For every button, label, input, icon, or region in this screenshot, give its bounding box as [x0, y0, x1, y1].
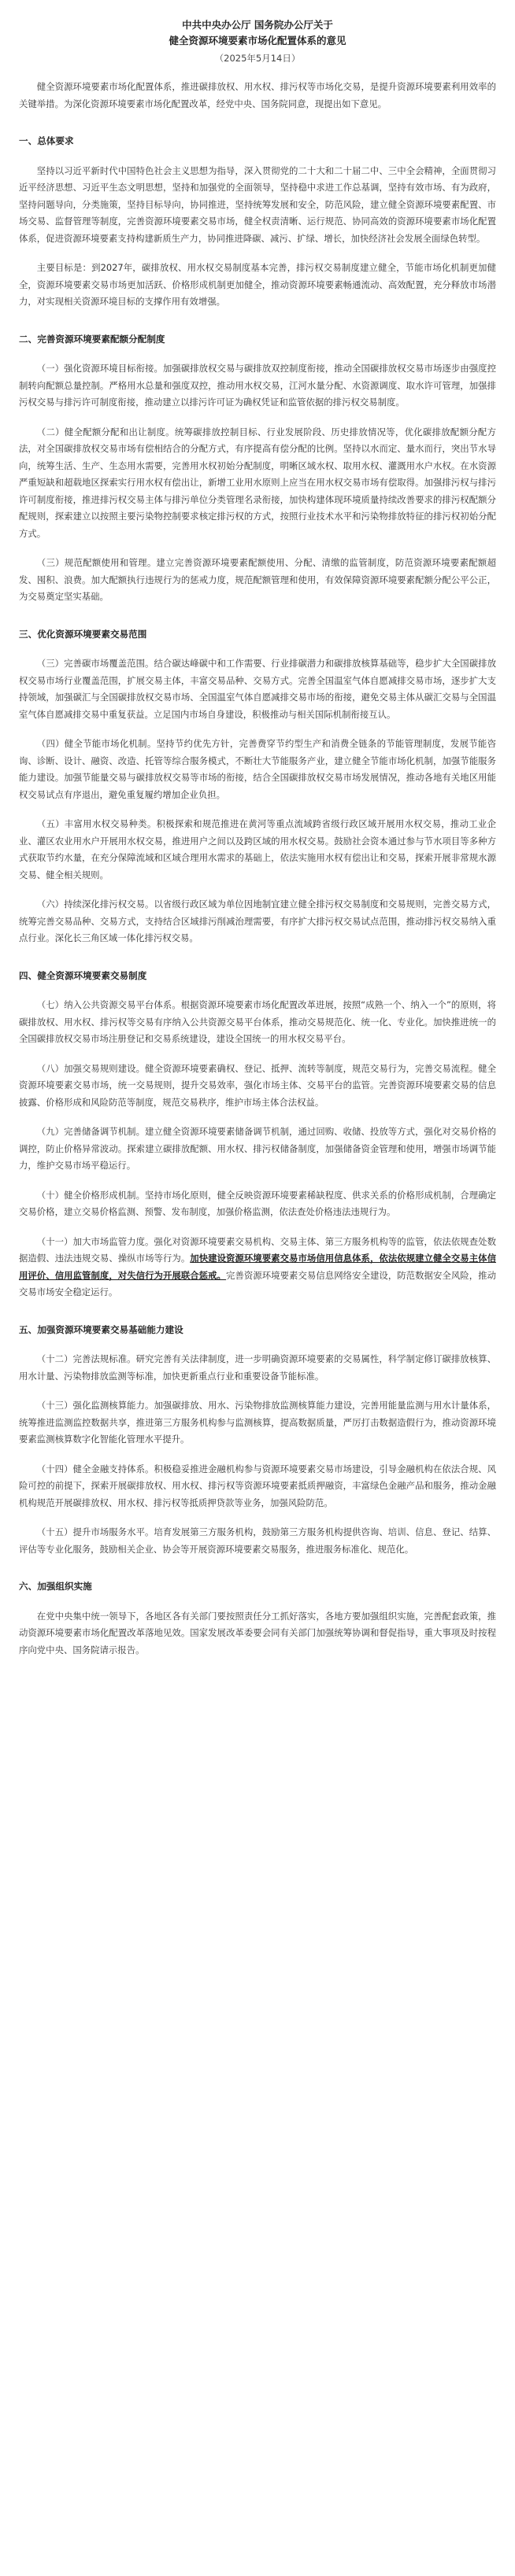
intro-paragraph: 健全资源环境要素市场化配置体系，推进碳排放权、用水权、排污权等市场化交易，是提升资源环境要素利用效率的关键举措。为深化资源环境要素市场化配置改革，经党中央、国务院同意，现提出如下意见。 [19, 81, 496, 109]
section-heading-6: 六、加强组织实施 [19, 1581, 92, 1592]
article-title [19, 17, 496, 49]
article-date: （2025年5月14日） [214, 53, 301, 64]
section-4-paragraph-3: （九）完善储备调节机制。建立健全资源环境要素储备调节机制，通过回购、收储、投放等方式，强化对交易价格的调控，防止价格异常波动。探索建立碳排放配额、用水权、排污权储备制度，加强储备资金管理和使用，增强市场调节能力，维护交易市场平稳运行。 [19, 1126, 496, 1171]
section-5-paragraph-1: （十二）完善法规标准。研究完善有关法律制度，进一步明确资源环境要素的交易属性，科学制定修订碳排放核算、用水计量、污染物排放监测等标准，加快更新重点行业和重要设备节能标准。 [19, 1353, 496, 1382]
section-4-paragraph-1: （七）纳入公共资源交易平台体系。根据资源环境要素市场化配置改革进展，按照“成熟一个、纳入一个”的原则，将碳排放权、用水权、排污权等交易有序纳入公共资源交易平台体系，推动交易规范化、统一化、专业化。加快推进统一的全国碳排放权交易市场注册登记和交易系统建设，建设全国统一的用水权交易平台。 [19, 999, 496, 1044]
para-11-tail: 完善资源环境要素交易信息网络安全建设，防范数据安全风险，推动交易市场安全稳定运行。 [19, 1269, 496, 1297]
section-3-paragraph-2: （四）健全节能市场化机制。坚持节约优先方针，完善费穿节约型生产和消费全链条的节能管理制度，发展节能咨询、诊断、设计、融资、改造、托管等综合服务模式，不断壮大节能服务产业，建立健全节能市场化机制，加强节能服务能力建设。加强节能量交易与碳排放权交易等市场的衔接，结合全国碳排放权交易市场发展情况，推动各地有关地区用能权交易试点有序退出，避免重复履约增加企业负担。 [19, 738, 496, 800]
section-4-paragraph-2: （八）加强交易规则建设。健全资源环境要素确权、登记、抵押、流转等制度，规范交易行为，完善交易流程。健全资源环境要素交易市场，统一交易规则，提升交易效率，强化市场主体、交易平台的监管。完善资源环境要素交易的信息披露、价格形成和风险防范等制度，规范交易秩序，维护市场主体合法权益。 [19, 1062, 496, 1108]
section-heading-1: 一、总体要求 [19, 135, 74, 146]
section-2-paragraph-2: （二）健全配额分配和出让制度。统筹碳排放控制目标、行业发展阶段、历史排放情况等，优化碳排放配额分配方法，对全国碳排放权交易市场有偿相结合的分配方式，有序提高有偿分配的比例。坚持以水而定、量水而行，突出节水导向，统筹生活、生产、生态用水需要，完善用水权初始分配制度，明晰区域水权、取用水权、灌溉用水户水权。在水资源严重短缺和超载地区探索实行用水权有偿出让，新增工业用水原则上应当在用水权交易市场有偿取得。加强排污权与排污许可制度衔接，推进排污权交易主体与排污单位分类管理名录衔接，加快构建体现环境质量持续改善要求的排污权配额分配规则，探索建立以按照主要污染物控制要求核定排污权的方式，按照行业技术水平和污染物排放特征的排污权初始分配方式。 [19, 426, 496, 539]
title-line-1: 中共中央办公厅 国务院办公厅关于 [182, 19, 333, 31]
section-3-paragraph-4: （六）持续深化排污权交易。以省级行政区域为单位因地制宜建立健全排污权交易制度和交易规则，完善交易方式，统筹完善交易品种、交易方式，支持结合区域排污削减治理需要，有序扩大排污权交易试点范围，推动排污权交易纳入重点行业。深化长三角区域一体化排污权交易。 [19, 899, 496, 943]
title-line-2: 健全资源环境要素市场化配置体系的意见 [169, 35, 346, 46]
section-heading-3: 三、优化资源环境要素交易范围 [19, 628, 147, 640]
section-2-paragraph-3: （三）规范配额使用和管理。建立完善资源环境要素配额使用、分配、清缴的监管制度，防范资源环境要素配额超发、囤积、浪费。加大配额执行违规行为的惩戒力度，规范配额管理和使用，有效保障资源环境要素配额分配公平公正，为交易奠定坚实基础。 [19, 557, 496, 602]
section-3-paragraph-1: （三）完善碳市场覆盖范围。结合碳达峰碳中和工作需要、行业排碳潜力和碳排放核算基础等，稳步扩大全国碳排放权交易市场行业覆盖范围，扩展交易主体，丰富交易品种、交易方式。完善全国温室气体自愿减排交易市场，逐步扩大支持领域，加强碳汇与全国碳排放权交易市场、全国温室气体自愿减排交易市场的衔接，避免交易主体从碳汇交易与全国温室气体自愿减排交易中重复获益。立足国内市场自身建设，积极推动与相关国际机制衔接互认。 [19, 658, 496, 720]
section-4-paragraph-4: （十）健全价格形成机制。坚持市场化原则，健全反映资源环境要素稀缺程度、供求关系的价格形成机制，合理确定交易价格，建立交易价格监测、预警、发布制度，加强价格监测，依法查处价格违法违规行为。 [19, 1189, 496, 1217]
section-5-paragraph-4: （十五）提升市场服务水平。培育发展第三方服务机构，鼓励第三方服务机构提供咨询、培训、信息、登记、结算、评估等专业化服务，鼓励相关企业、协会等开展资源环境要素交易服务，推进服务标准化、规范化。 [19, 1526, 496, 1555]
section-1-paragraph-1: 坚持以习近平新时代中国特色社会主义思想为指导，深入贯彻党的二十大和二十届二中、三中全会精神，全面贯彻习近平经济思想、习近平生态文明思想，坚持和加强党的全面领导，坚持稳中求进工作总基调，坚持有效市场、有为政府，坚持问题导向，分类施策，坚持目标导向，协同推进，坚持统筹发展和安全，防范风险，建立健全资源环境要素配置、市场交易、监督管理等制度，完善资源环境要素交易市场，健全权责清晰、运行规范、协同高效的资源环境要素市场化配置体系，促进资源环境要素支持构建新质生产力，协同推进降碳、减污、扩绿、增长，加快经济社会发展全面绿色转型。 [19, 164, 496, 244]
section-4-paragraph-5 [19, 1234, 496, 1301]
para-11-lead: （十一）加大市场监管力度。强化对资源环境要素交易机构、交易主体、第三方服务机构等的监管，依法依规查处数据造假、违法违规交易、操纵市场等行为。 [19, 1235, 496, 1264]
section-5-paragraph-3: （十四）健全金融支持体系。积极稳妥推进金融机构参与资源环境要素交易市场建设，引导金融机构在依法合规、风险可控的前提下，探索开展碳排放权、用水权、排污权等资源环境要素抵质押融资，丰富绿色金融产品和服务，推动金融机构规范开展碳排放权、用水权、排污权等抵质押贷款等业务，加强风险防范。 [19, 1463, 496, 1508]
section-6-paragraph-1: 在党中央集中统一领导下，各地区各有关部门要按照责任分工抓好落实，各地方要加强组织实施，完善配套政策，推动资源环境要素市场化配置改革落地见效。国家发展改革委要会同有关部门加强统筹协调和督促指导，重大事项及时按程序向党中央、国务院请示报告。 [19, 1610, 496, 1655]
section-1-paragraph-2: 主要目标是：到2027年，碳排放权、用水权交易制度基本完善，排污权交易制度建立健全，节能市场化机制更加健全，资源环境要素交易市场更加活跃、价格形成机制更加健全，推动资源环境要素畅通流动、高效配置，充分释放市场潜力，对实现相关资源环境目标的支撑作用有效增强。 [19, 262, 496, 307]
section-5-paragraph-2: （十三）强化监测核算能力。加强碳排放、用水、污染物排放监测核算能力建设，完善用能量监测与用水计量体系，统筹推进监测监控数据共享，推进第三方服务机构参与监测核算，提高数据质量，严厉打击数据造假行为，推动资源环境要素监测核算数字化智能化管理水平提升。 [19, 1400, 496, 1445]
section-2-paragraph-1: （一）强化资源环境目标衔接。加强碳排放权交易与碳排放双控制度衔接，推动全国碳排放权交易市场逐步由强度控制转向配额总量控制。严格用水总量和强度双控，推动用水权交易，江河水量分配、水资源调度、取水许可管理，加强排污权交易与排污许可制度衔接，推动建立以排污许可证为确权凭证和监管依据的排污权交易制度。 [19, 363, 496, 408]
section-heading-2: 二、完善资源环境要素配额分配制度 [19, 333, 165, 345]
section-heading-5: 五、加强资源环境要素交易基础能力建设 [19, 1323, 183, 1335]
para-11-emphasis: 加快建设资源环境要素交易市场信用信息体系，依法依规建立健全交易主体信用评价、信用监管制度，对失信行为开展联合惩戒。 [19, 1253, 496, 1281]
section-3-paragraph-3: （五）丰富用水权交易种类。积极探索和规范推进在黄河等重点流域跨省级行政区域开展用水权交易，推动工业企业、灌区农业用水户开展用水权交易，推进用户之间以及跨区域的用水权交易。鼓励社会资本通过参与节水项目等多种方式获取节约水量，在充分保障流域和区域合理用水需求的基础上，依法实施用水权有偿出让和交易，探索开展非常规水源交易、健全相关规则。 [19, 818, 496, 880]
section-heading-4: 四、健全资源环境要素交易制度 [19, 969, 147, 981]
